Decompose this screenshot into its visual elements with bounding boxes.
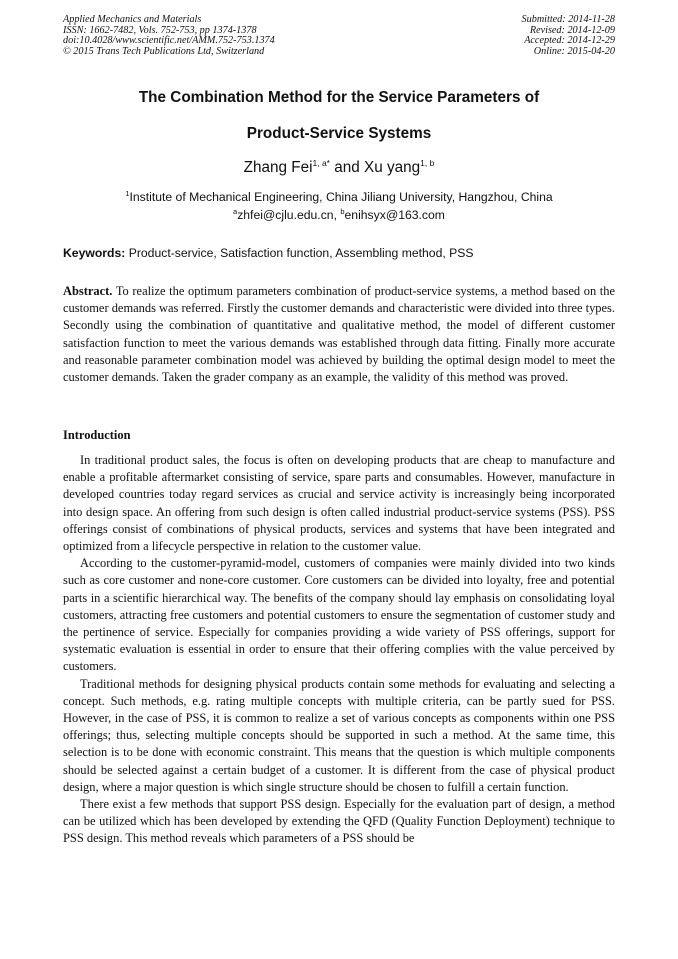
paper-title-line-2: Product-Service Systems [246, 125, 432, 142]
email-b[interactable]: enihsyx@163.com [344, 208, 445, 222]
author-conjunction: and [330, 159, 365, 176]
affiliation-line [63, 189, 615, 204]
submitted-date: Submitted: 2014-11-28 [521, 14, 615, 25]
introduction-heading: Introduction [63, 428, 131, 442]
revised-date: Revised: 2014-12-09 [529, 24, 615, 36]
author-1-affiliation-mark: 1, a* [312, 158, 330, 168]
issn-line: ISSN: 1662-7482, Vols. 752-753, pp 1374-1378 [63, 24, 257, 36]
accepted-date: Accepted: 2014-12-29 [524, 35, 615, 47]
author-line [63, 158, 615, 177]
email-mark-a: a [233, 207, 238, 216]
keywords-text: Product-service, Satisfaction function, Assembling method, PSS [125, 246, 474, 260]
abstract-text: To realize the optimum parameters combination of product-service systems, a method based on the customer demands was referred. Firstly the customer demands and characteristic were divided into three types. Secondly using the combination of quantitative and qualitative method, the model of different customer satisfaction function to meet the various demands was established through data fitting. Finally more accurate and reasonable parameter combination model was achieved by building the optimal design model to meet the customer demands. Taken the grader company as an example, the validity of this method was proved. [63, 284, 619, 385]
introduction-body [63, 452, 615, 848]
online-date: Online: 2015-04-20 [533, 45, 615, 57]
journal-name: Applied Mechanics and Materials [63, 14, 202, 25]
abstract-paragraph [63, 283, 619, 386]
intro-paragraph-1: In traditional product sales, the focus is often on developing products that are cheap to manufacture and enable a profitable aftermarket consisting of service, spare parts and consumables. However, manufacture in developed countries today regard services as crucial and service activity is increasingly being incorporated into design space. An offering from such design is often called industrial product-service systems (PSS). PSS offerings consist of combinations of physical products, services and systems that have been integrated and optimized from a lifecycle perspective in relation to the customer value. [63, 453, 615, 554]
doi-line[interactable]: doi:10.4028/www.scientific.net/AMM.752-753.1374 [63, 35, 275, 47]
email-mark-b: b [340, 207, 345, 216]
intro-paragraph-3: Traditional methods for designing physical products contain some methods for evaluating and selecting a concept. Such methods, e.g. rating multiple concepts with multiple criteria, can be partly sued for PSS. However, in the case of PSS, it is common to realize a set of various concepts as components within one PSS offerings; thus, selecting multiple concepts should be supported in such a method. At the same time, this selection is to be done with economic constraint. This means that the question is which multiple components should be selected against a certain budget of a customer. It is different from the case of physical product design, where a major question is which single structure should be chosen to fulfill a certain function. [63, 676, 615, 794]
keywords-label: Keywords: [63, 246, 126, 260]
abstract-label: Abstract. [63, 284, 113, 298]
paper-title-line-1: The Combination Method for the Service Parameters of [138, 89, 540, 106]
dates-header [522, 15, 615, 57]
copyright-line: © 2015 Trans Tech Publications Ltd, Switzerland [63, 45, 265, 57]
journal-header [63, 15, 275, 57]
affiliation-mark: 1 [125, 189, 130, 198]
email-a[interactable]: zhfei@cjlu.edu.cn, [237, 208, 341, 222]
keywords-line [63, 246, 615, 260]
intro-paragraph-4: There exist a few methods that support PSS design. Especially for the evaluation part of design, a method can be utilized which has been developed by extending the QFD (Quality Function Deployment) technique to PSS design. This method reveals which parameters of a PSS should be [63, 797, 615, 846]
email-line [63, 207, 615, 222]
author-2-affiliation-mark: 1, b [420, 158, 435, 168]
author-2-name: Xu yang [364, 159, 421, 176]
intro-paragraph-2: According to the customer-pyramid-model, customers of companies were mainly divided into two kinds such as core customer and none-core customer. Core customers can be divided into loyalty, free and potential parts in a scientific hierarchical way. The benefits of the company should lay emphasis on consolidating loyal customers, attracting free customers and potential customers to ensure the segmentation of customer study and the pertinence of service. Especially for companies providing a wide variety of PSS offerings, support for systematic evaluation is essential in order to ensure that their offering complies with the value perceived by customers. [63, 556, 615, 674]
author-1-name: Zhang Fei [243, 159, 313, 176]
affiliation-institute: Institute of Mechanical Engineering, China Jiliang University, Hangzhou, China [129, 190, 553, 204]
